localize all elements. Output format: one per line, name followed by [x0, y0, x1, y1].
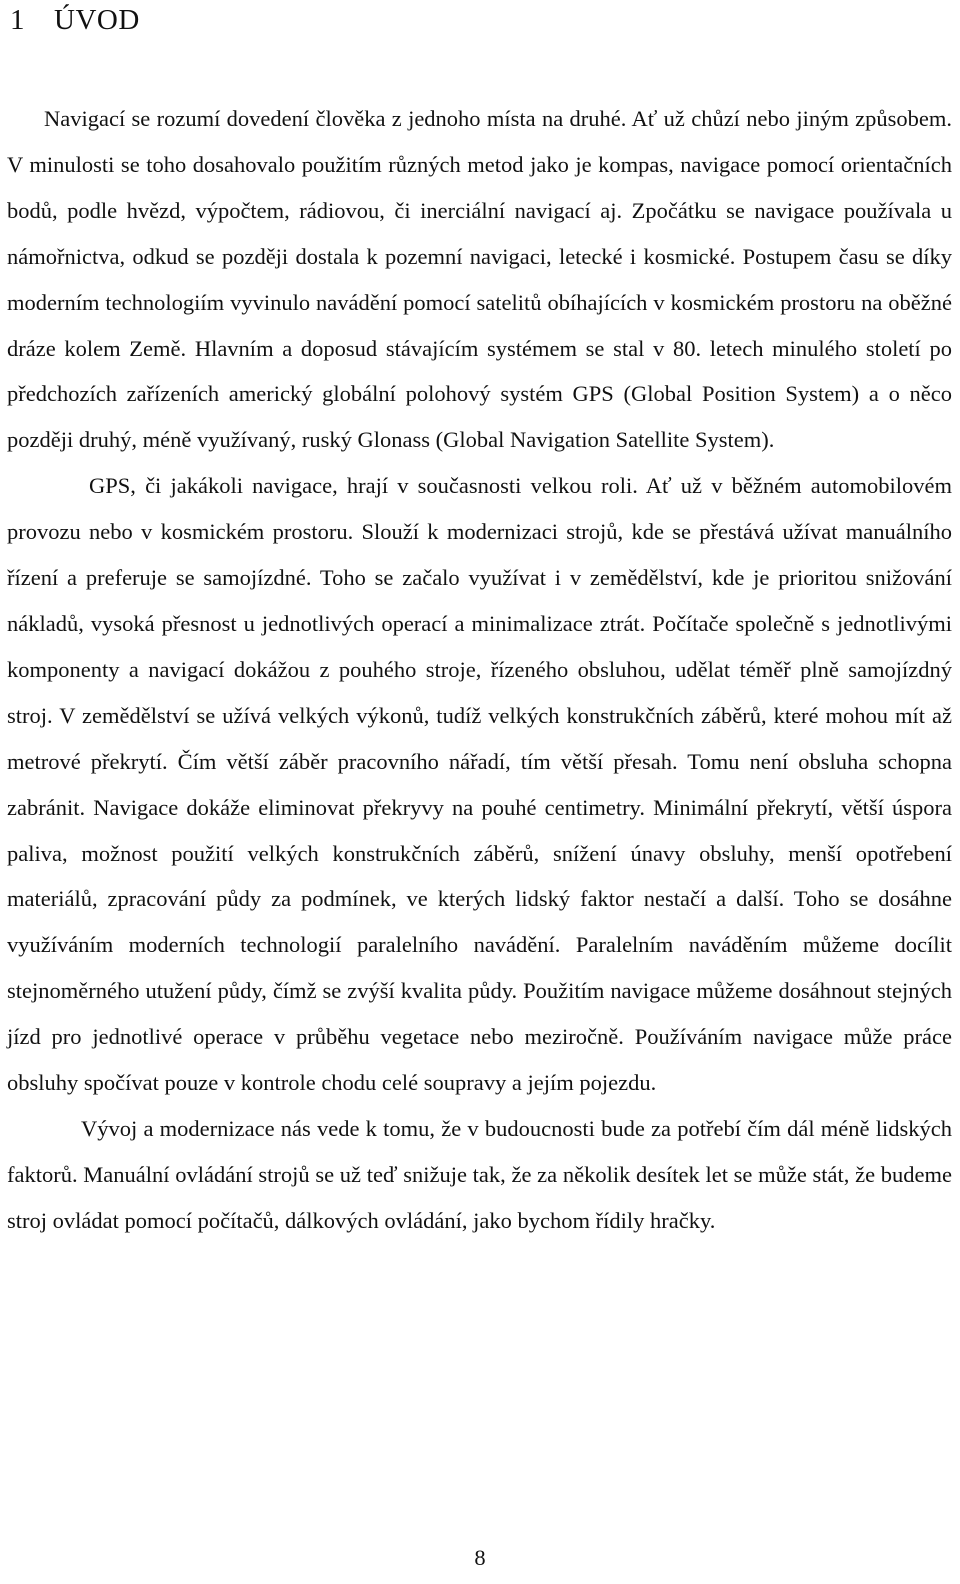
- chapter-title: ÚVOD: [54, 4, 140, 36]
- chapter-number: 1: [10, 4, 25, 36]
- paragraph-1: Navigací se rozumí dovedení člověka z jednoho místa na druhé. Ať už chůzí nebo jiným způsobem. V minulosti se toho dosahovalo použitím různých metod jako je kompas, navigace pomocí orientačních bodů, podle hvězd, výpočtem, rádiovou, či inerciální navigací aj. Zpočátku se navigace používala u námořnictva, odkud se později dostala k pozemní navigaci, letecké i kosmické. Postupem času se díky moderním technologiím vyvinulo navádění pomocí satelitů obíhajících v kosmickém prostoru na oběžné dráze kolem Země. Hlavním a doposud stávajícím systémem se stal v 80. letech minulého století po předchozích zařízeních americký globální polohový systém GPS (Global Position System) a o něco později druhý, méně využívaný, ruský Glonass (Global Navigation Satellite System).: [7, 106, 952, 453]
- page-number: 8: [474, 1545, 486, 1570]
- chapter-heading: [10, 0, 140, 40]
- chapter-body: [7, 96, 952, 1244]
- paragraph-3: Vývoj a modernizace nás vede k tomu, že v budoucnosti bude za potřebí čím dál méně lidských faktorů. Manuální ovládání strojů se už teď snižuje tak, že za několik desítek let se může stát, že budeme stroj ovládat pomocí počítačů, dálkových ovládání, jako bychom řídily hračky.: [7, 1115, 952, 1233]
- paragraph-2: GPS, či jakákoli navigace, hrají v současnosti velkou roli. Ať už v běžném automobilovém provozu nebo v kosmickém prostoru. Slouží k modernizaci strojů, kde se přestává užívat manuálního řízení a preferuje se samojízdné. Toho se začalo využívat i v zemědělství, kde je prioritou snižování nákladů, vysoká přesnost u jednotlivých operací a minimalizace ztrát. Počítače společně s jednotlivými komponenty a navigací dokážou z pouhého stroje, řízeného obsluhou, udělat téměř plně samojízdný stroj. V zemědělství se užívá velkých výkonů, tudíž velkých konstrukčních záběrů, které mohou mít až metrové překrytí. Čím větší záběr pracovního nářadí, tím větší přesah. Tomu není obsluha schopna zabránit. Navigace dokáže eliminovat překryvy na pouhé centimetry. Minimální překrytí, větší úspora paliva, možnost použití velkých konstrukčních záběrů, snížení únavy obsluhy, menší opotřebení materiálů, zpracování půdy za podmínek, ve kterých lidský faktor nestačí a další. Toho se dosáhne využíváním moderních technologií paralelního navádění. Paralelním naváděním můžeme docílit stejnoměrného utužení půdy, čímž se zvýší kvalita půdy. Použitím navigace můžeme dosáhnout stejných jízd pro jednotlivé operace v průběhu vegetace nebo meziročně. Používáním navigace může práce obsluhy spočívat pouze v kontrole chodu celé soupravy a jejím pojezdu.: [7, 473, 952, 1096]
